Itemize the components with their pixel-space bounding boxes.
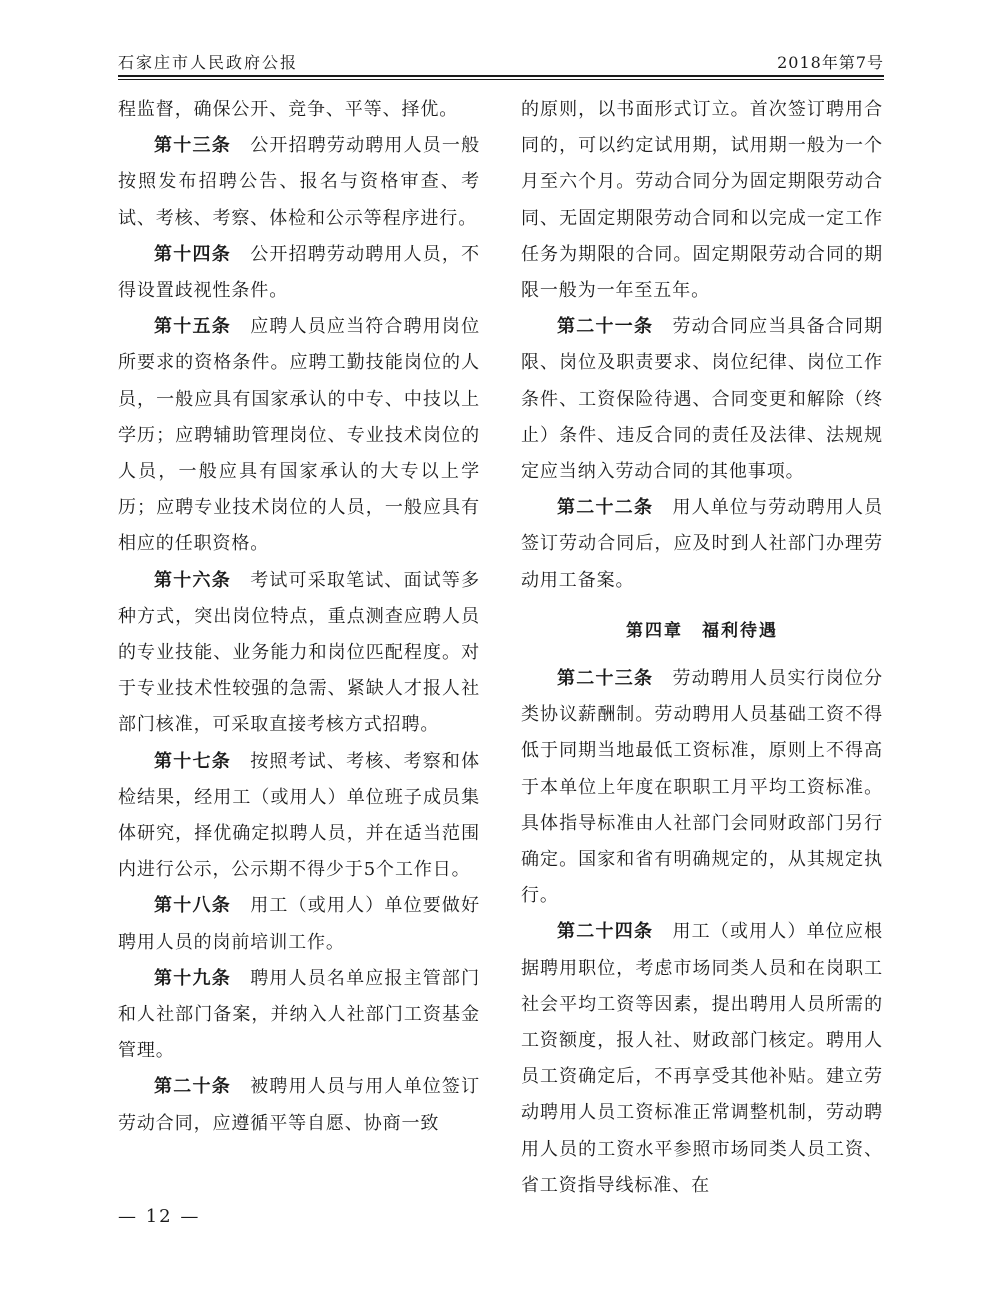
header-rule-thin xyxy=(118,79,884,80)
article-16 xyxy=(118,563,480,744)
article-text: 公开招聘劳动聘用人员一般按照发布招聘公告、报名与资格审查、考试、考核、考察、体检和公示等程序进行。 xyxy=(118,135,480,229)
publication-title: 石家庄市人民政府公报 xyxy=(118,53,299,72)
article-18 xyxy=(118,888,480,960)
article-heading: 第二十二条 xyxy=(557,497,654,519)
article-21 xyxy=(521,309,883,490)
article-heading: 第十八条 xyxy=(154,895,232,917)
article-15 xyxy=(118,309,480,562)
continuation-text: 的原则，以书面形式订立。首次签订聘用合同的，可以约定试用期，试用期一般为一个月至六个月。劳动合同分为固定期限劳动合同、无固定期限劳动合同和以完成一定工作任务为期限的合同。固定期限劳动合同的期限一般为一年至五年。 xyxy=(521,99,883,302)
article-heading: 第二十三条 xyxy=(557,668,654,690)
article-text: 用工（或用人）单位应根据聘用职位，考虑市场同类人员和在岗职工社会平均工资等因素，提出聘用人员所需的工资额度，报人社、财政部门核定。聘用人员工资确定后，不再享受其他补贴。建立劳动聘用人员工资标准正常调整机制，劳动聘用人员的工资水平参照市场同类人员工资、省工资指导线标准、在 xyxy=(521,921,884,1196)
article-text: 劳动聘用人员实行岗位分类协议薪酬制。劳动聘用人员基础工资不得低于同期当地最低工资标准，原则上不得高于本单位上年度在职职工月平均工资标准。具体指导标准由人社部门会同财政部门另行确定。国家和省有明确规定的，从其规定执行。 xyxy=(521,668,884,907)
article-text: 按照考试、考核、考察和体检结果，经用工（或用人）单位班子成员集体研究，择优确定拟聘人员，并在适当范围内进行公示，公示期不得少于5个工作日。 xyxy=(118,750,480,881)
article-24 xyxy=(521,914,883,1204)
article-heading: 第二十一条 xyxy=(557,316,654,338)
article-text: 劳动合同应当具备合同期限、岗位及职责要求、岗位纪律、岗位工作条件、工资保险待遇、合同变更和解除（终止）条件、违反合同的责任及法律、法规规定应当纳入劳动合同的其他事项。 xyxy=(521,316,884,483)
left-column xyxy=(118,92,480,1142)
article-text: 被聘用人员与用人单位签订劳动合同，应遵循平等自愿、协商一致 xyxy=(118,1076,480,1134)
article-heading: 第十三条 xyxy=(154,135,232,157)
article-heading: 第十六条 xyxy=(154,569,232,591)
right-column xyxy=(521,92,883,1204)
article-heading: 第十七条 xyxy=(154,750,232,772)
article-heading: 第十四条 xyxy=(154,243,232,265)
article-19 xyxy=(118,961,480,1070)
article-text: 用工（或用人）单位要做好聘用人员的岗前培训工作。 xyxy=(118,895,480,953)
header-rule xyxy=(118,75,884,77)
issue-number: 2018年第7号 xyxy=(777,53,884,72)
continuation-text: 程监督，确保公开、竞争、平等、择优。 xyxy=(118,99,459,120)
article-heading: 第二十四条 xyxy=(557,921,654,943)
article-heading: 第十五条 xyxy=(154,316,232,338)
page-header xyxy=(118,50,884,78)
page-number: — 12 — xyxy=(118,1206,201,1227)
article-text: 用人单位与劳动聘用人员签订劳动合同后，应及时到人社部门办理劳动用工备案。 xyxy=(521,497,884,591)
article-22 xyxy=(521,490,883,599)
article-text: 聘用人员名单应报主管部门和人社部门备案，并纳入人社部门工资基金管理。 xyxy=(118,967,480,1062)
article-heading: 第十九条 xyxy=(154,967,232,989)
article-text: 应聘人员应当符合聘用岗位所要求的资格条件。应聘工勤技能岗位的人员，一般应具有国家承认的中专、中技以上学历；应聘辅助管理岗位、专业技术岗位的人员，一般应具有国家承认的大专以上学历；应聘专业技术岗位的人员，一般应具有相应的任职资格。 xyxy=(118,316,480,555)
article-text: 公开招聘劳动聘用人员，不得设置歧视性条件。 xyxy=(118,243,480,302)
article-23 xyxy=(521,661,883,914)
article-20 xyxy=(118,1069,480,1141)
article-heading: 第二十条 xyxy=(154,1076,232,1098)
article-14 xyxy=(118,237,480,309)
article-13 xyxy=(118,128,480,237)
article-17 xyxy=(118,744,480,889)
article-text: 考试可采取笔试、面试等多种方式，突出岗位特点，重点测查应聘人员的专业技能、业务能力和岗位匹配程度。对于专业技术性较强的急需、紧缺人才报人社部门核准，可采取直接考核方式招聘。 xyxy=(118,569,480,736)
chapter-heading: 第四章 福利待遇 xyxy=(626,620,778,641)
